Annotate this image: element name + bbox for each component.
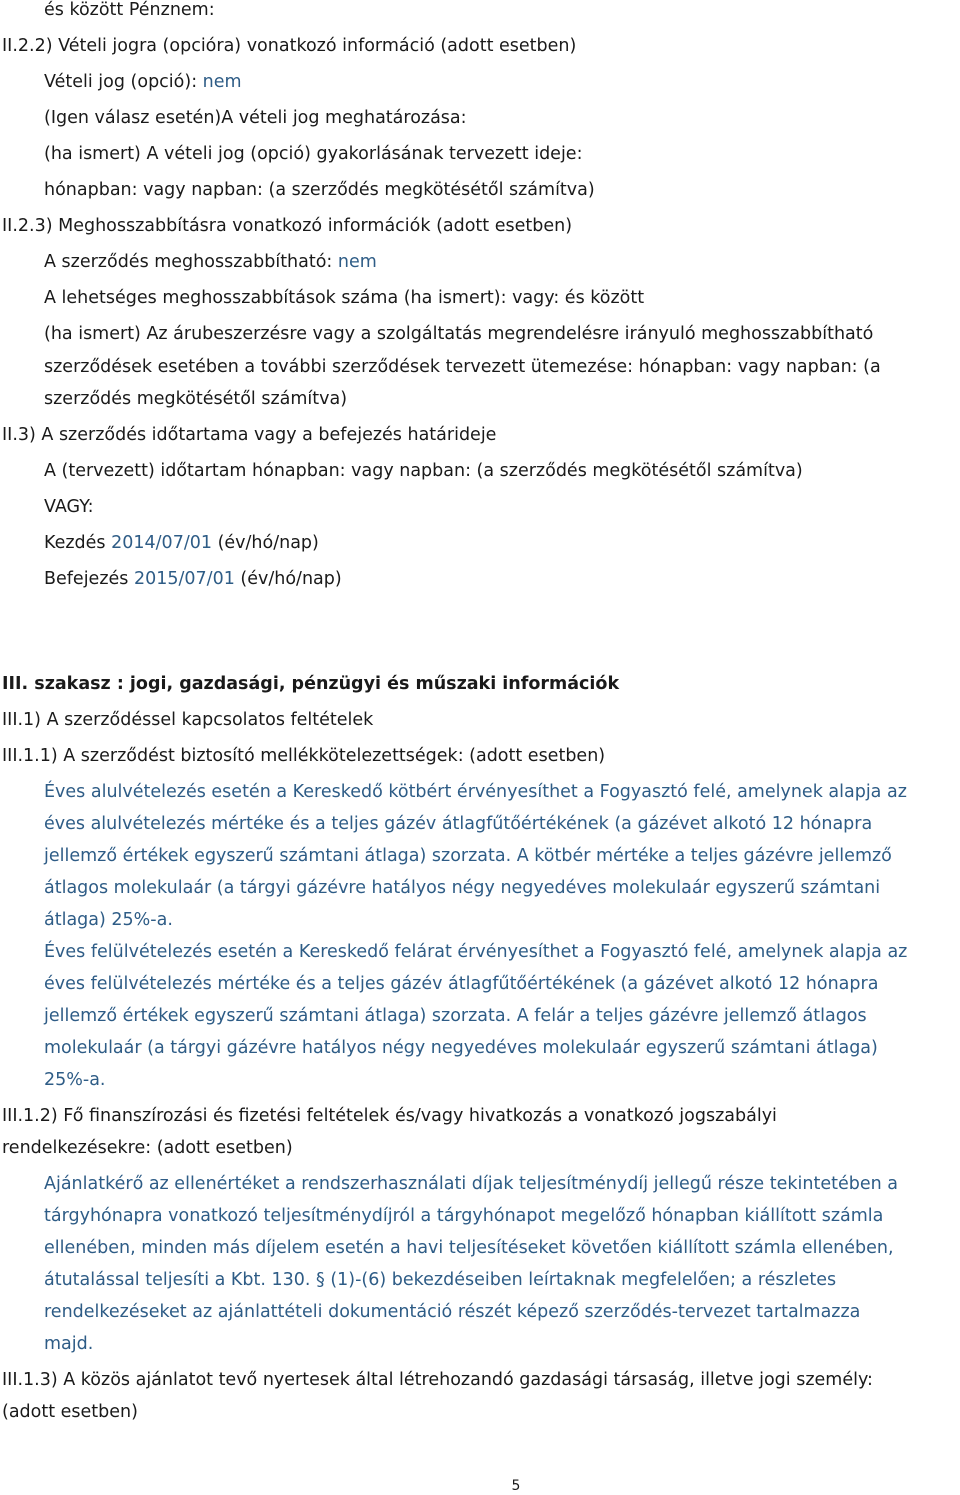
text-line: (ha ismert) A vételi jog (opció) gyakorlásának tervezett ideje: [44,144,583,164]
page-number: 5 [511,1478,521,1494]
end-date-line [44,567,342,591]
renewal-label: A szerződés meghosszabbítható: [44,252,338,272]
section-heading-ii23: II.2.3) Meghosszabbításra vonatkozó információk (adott esetben) [2,216,573,236]
paragraph-line: Éves felülvételezés esetén a Kereskedő felárat érvényesíthet a Fogyasztó felé, amelynek alapja az [44,942,908,962]
section-heading-ii22: II.2.2) Vételi jogra (opcióra) vonatkozó információ (adott esetben) [2,36,577,56]
paragraph-line: ellenében, minden más díjelem esetén a havi teljesítéseket követően kiállított számla ellenében, [44,1238,894,1258]
end-date-value: 2015/07/01 [133,569,235,589]
paragraph-line: Ajánlatkérő az ellenértéket a rendszerhasználati díjak teljesítménydíj jellegű része tekintetében a [44,1174,898,1194]
end-label: Befejezés [44,569,134,589]
renewal-line [44,250,377,274]
paragraph-line: 25%-a. [44,1070,106,1090]
paragraph-line: Éves alulvételezés esetén a Kereskedő kötbért érvényesíthet a Fogyasztó felé, amelynek alapja az [44,782,907,802]
start-label: Kezdés [44,533,112,553]
paragraph-line: átutalással teljesíti a Kbt. 130. § (1)-(6) bekezdéseiben leírtaknak megfelelően; a részletes [44,1270,837,1290]
paragraph-line: éves alulvételezés mértéke és a teljes gázév átlagfűtőértékének (a gázévet alkotó 12 hónapra [44,814,873,834]
option-value: nem [202,72,242,92]
paragraph-line: éves felülvételezés mértéke és a teljes gázév átlagfűtőértékének (a gázévet alkotó 12 hónapra [44,974,879,994]
text-line: VAGY: [44,497,94,517]
section-heading-iii13: III.1.3) A közös ajánlatot tevő nyertesek által létrehozandó gazdasági társaság, illetve jogi személy: [2,1370,873,1390]
text-line: (ha ismert) Az árubeszerzésre vagy a szolgáltatás megrendelésre irányuló meghosszabbítható [44,324,874,344]
paragraph-line: majd. [44,1334,94,1354]
start-date-value: 2014/07/01 [111,533,212,553]
paragraph-line: jellemző értékek egyszerű számtani átlaga) szorzata. A kötbér mértéke a teljes gázévre jellemző [44,846,892,866]
section-heading-iii1: III.1) A szerződéssel kapcsolatos feltételek [2,710,374,730]
text-line: szerződések esetében a további szerződések tervezett ütemezése: hónapban: vagy napban: (a [44,357,881,377]
paragraph-line: rendelkezéseket az ajánlattételi dokumentáció részét képező szerződés-tervezet tartalmazza [44,1302,861,1322]
section-heading-iii12-cont: rendelkezésekre: (adott esetben) [2,1138,293,1158]
renewal-value: nem [337,252,377,272]
paragraph-line: átlaga) 25%-a. [44,910,173,930]
text-line: (Igen válasz esetén)A vételi jog meghatározása: [44,108,467,128]
paragraph-line: átlagos molekulaár (a tárgyi gázévre hatályos négy negyedéves molekulaár egyszerű számtani [44,878,881,898]
text-line: A (tervezett) időtartam hónapban: vagy napban: (a szerződés megkötésétől számítva) [44,461,803,481]
section-heading-ii3: II.3) A szerződés időtartama vagy a befejezés határideje [2,425,497,445]
start-date-line [44,531,319,555]
text-line: és között Pénznem: [44,0,215,20]
section-heading-iii12: III.1.2) Fő finanszírozási és fizetési feltételek és/vagy hivatkozás a vonatkozó jogszabályi [2,1106,777,1126]
option-label: Vételi jog (opció): [44,72,203,92]
section-heading-iii13-cont: (adott esetben) [2,1402,138,1422]
option-line [44,70,242,94]
text-line: szerződés megkötésétől számítva) [44,389,348,409]
text-line: hónapban: vagy napban: (a szerződés megkötésétől számítva) [44,180,595,200]
section-heading-iii11: III.1.1) A szerződést biztosító mellékkötelezettségek: (adott esetben) [2,746,606,766]
text-line: A lehetséges meghosszabbítások száma (ha ismert): vagy: és között [44,288,645,308]
paragraph-line: jellemző értékek egyszerű számtani átlaga) szorzata. A felár a teljes gázévre jellemző átlagos [44,1006,867,1026]
section-heading-iii: III. szakasz : jogi, gazdasági, pénzügyi és műszaki információk [2,674,620,694]
end-unit: (év/hó/nap) [234,569,342,589]
paragraph-line: tárgyhónapra vonatkozó teljesítménydíjról a tárgyhónapot megelőző hónapban kiállított számla [44,1206,884,1226]
paragraph-line: molekulaár (a tárgyi gázévre hatályos négy negyedéves molekulaár egyszerű számtani átlaga) [44,1038,878,1058]
start-unit: (év/hó/nap) [212,533,319,553]
